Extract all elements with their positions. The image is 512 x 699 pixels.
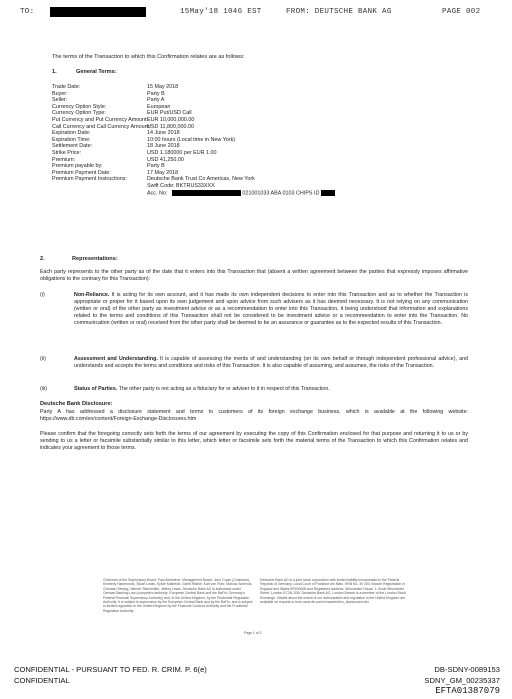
term-value: USD 1.180000 per EUR 1.00	[147, 149, 217, 156]
term-label	[52, 190, 147, 197]
table-row	[52, 137, 452, 144]
term-value: Party A	[147, 97, 165, 104]
closing-paragraph: Please confirm that the foregoing correctly sets forth the terms of our agreement by executing the copy of this Confirmation enclosed for that purpose and returning it to us or by sending to us a letter or facsimile substantially similar to this letter, which letter or facsimile sets forth the material terms of the Transaction to which this Confirmation relates and indicates your agreement to those terms.	[40, 431, 468, 451]
term-label: Seller:	[52, 97, 68, 104]
bates-number-1: DB-SDNY-0089153	[434, 665, 500, 674]
term-label: Currency Option Type:	[52, 110, 106, 117]
table-row	[52, 104, 452, 111]
term-label: Buyer:	[52, 90, 68, 97]
item-text: It is capable of assessing the merits of and understanding (on its own behalf or through independent professional advice), and understands and accepts the terms and conditions and risks of this Transaction. It is also capable of assuming, and assumes, the risks of the Transaction.	[74, 356, 468, 369]
table-row	[52, 84, 452, 91]
section1-number: 1.	[52, 69, 57, 75]
representation-item	[40, 386, 468, 393]
term-value: 17 May 2018	[147, 169, 179, 176]
term-label: Expiration Time:	[52, 136, 91, 143]
table-row	[52, 110, 452, 117]
term-label: Premium Payment Date:	[52, 169, 111, 176]
table-row	[52, 157, 452, 164]
term-label: Premium:	[52, 156, 76, 163]
term-value: USD 41,250.00	[147, 156, 184, 163]
term-value: USD 11,800,000.00	[147, 123, 194, 130]
bates-number-2: SDNY_GM_00235337	[424, 676, 500, 685]
representation-item	[40, 356, 468, 370]
representation-item	[40, 292, 468, 327]
table-row	[52, 190, 452, 197]
table-row	[52, 117, 452, 124]
table-row	[52, 124, 452, 131]
confidential-line-2: CONFIDENTIAL	[14, 676, 70, 685]
term-value: Party B	[147, 163, 165, 170]
item-text: It is acting for its own account, and it has made its own independent decisions to enter into this Transaction and as to whether the Transaction is appropriate or proper for it based upon its own judgement and upon advice from such advisers as it has deemed necessary. It is not relying on any communication (written or oral) of the other party as investment advice or as a recommendation to enter into this Transaction, it being understood that information and explanations related to the terms and conditions of this Transaction shall not be considered to be investment advice or a recommendation to enter into the Transaction. No communication (written or oral) received from the other party shall be deemed to be an assurance or guarantee as to the expected results of this Transaction.	[74, 292, 468, 326]
term-label: Expiration Date:	[52, 130, 91, 137]
term-label: Premium payable by:	[52, 163, 103, 170]
term-label: Currency Option Style:	[52, 103, 107, 110]
efta-number: EFTA01387079	[435, 686, 500, 696]
footer-right: Deutsche Bank AG is a joint stock corporation with limited liability incorporated in the Federal Republic of Germany, Local Court of Frankfurt am Main, HRB No. 30 000; Branch Registration in England and Wales BR000005 and Registered Address: Winchester House, 1 Great Winchester Street, London EC2N 2DB. Deutsche Bank AG, London Branch is a member of the London Stock Exchange. Details about the extent of our authorisation and regulation in the United Kingdom are available on request or from www.db.com/en/content/eu_disclosures.htm	[260, 578, 406, 605]
fax-to-label: TO:	[20, 8, 35, 16]
term-label: Strike Price:	[52, 149, 82, 156]
term-value: 10:00 hours (Local time in New York)	[147, 136, 236, 143]
table-row	[52, 163, 452, 170]
table-row	[52, 97, 452, 104]
disclosure-title: Deutsche Bank Disclosure:	[40, 401, 113, 407]
general-terms-table	[52, 84, 452, 196]
table-row	[52, 150, 452, 157]
section1-title: General Terms:	[76, 69, 117, 75]
fax-datetime: 15May'18 1046 EST	[180, 8, 262, 16]
table-row	[52, 130, 452, 137]
term-label: Put Currency and Put Currency Amount:	[52, 116, 149, 123]
term-label: Settlement Date:	[52, 143, 93, 150]
table-row	[52, 91, 452, 98]
redaction-bar	[321, 190, 335, 196]
term-label: Trade Date:	[52, 84, 81, 90]
table-row	[52, 143, 452, 150]
term-value: Party B	[147, 90, 165, 97]
term-value: Swift Code: BKTRUS33XXX	[147, 182, 215, 189]
fax-page: PAGE 002	[442, 8, 481, 16]
footer-left: Chairman of the Supervisory Board: Paul Achleitner. Management Board: John Cryan (Chairman), Kimberly Hammonds, Stuart Lewis, Sylvie Matherat, Garth Ritchie, Karl von Rohr, Marcus Schenck, Christian Sewing, Werner Steinmüller, Jeffrey Lewis. Deutsche Bank AG is authorised under German Banking Law (competent authority: European Central Bank and the BaFin, Germany's Federal Financial Supervisory Authority) and, in the United Kingdom, by the Prudential Regulation Authority. It is subject to supervision by the European Central Bank and by the BaFin, and is subject to limited regulation in the United Kingdom by the Financial Conduct Authority and the Prudential Regulation Authority.	[103, 578, 253, 613]
item-number: (i)	[40, 292, 45, 298]
item-heading: Assessment and Understanding.	[74, 356, 158, 362]
item-number: (iii)	[40, 386, 48, 392]
redaction-bar	[50, 7, 146, 17]
term-value: EUR Put/USD Call	[147, 110, 192, 117]
term-label: Premium Payment Instructions:	[52, 176, 127, 183]
term-value: European	[147, 103, 171, 110]
term-value: 15 May 2018	[147, 84, 179, 90]
term-value: Deutsche Bank Trust Co Americas, New York	[147, 176, 255, 183]
representations-lead: Each party represents to the other party as of the date that it enters into this Transaction that (absent a written agreement between the parties that expressly imposes affirmative obligations to the contrary for this Transaction):	[40, 269, 468, 282]
intro-text: The terms of the Transaction to which this Confirmation relates are as follows:	[52, 54, 245, 60]
acc-no-suffix: 021001033 ABA 0103 CHIPS ID	[242, 189, 320, 196]
term-label	[52, 183, 147, 190]
term-value	[147, 190, 335, 197]
section2-title: Representations:	[72, 256, 118, 262]
table-row	[52, 183, 452, 190]
item-number: (ii)	[40, 356, 46, 362]
acc-no-label: Acc. No:	[147, 189, 168, 196]
confidential-line-1: CONFIDENTIAL - PURSUANT TO FED. R. CRIM. P. 6(e)	[14, 665, 207, 674]
term-value: 18 June 2018	[147, 143, 180, 150]
term-value: EUR 10,000,000.00	[147, 116, 195, 123]
table-row	[52, 170, 452, 177]
fax-from: FROM: DEUTSCHE BANK AG	[286, 8, 392, 16]
item-heading: Non-Reliance.	[74, 292, 110, 298]
table-row	[52, 176, 452, 183]
term-value: 14 June 2018	[147, 130, 180, 137]
section2-number: 2.	[40, 256, 45, 262]
disclosure-text: Party A has addressed a disclosure statement and terms to customers of its foreign exchange business, which is available at the following website: https://www.db.com/en/content/Foreign-Exchange-Disclosures.htm	[40, 409, 468, 422]
item-heading: Status of Parties.	[74, 386, 118, 392]
term-label: Call Currency and Call Currency Amount:	[52, 123, 151, 130]
redaction-bar	[172, 190, 241, 196]
page-number: Page 1 of 3	[244, 631, 262, 635]
item-text: The other party is not acting as a fiduciary for or adviser to it in respect of this Transaction.	[118, 386, 330, 392]
